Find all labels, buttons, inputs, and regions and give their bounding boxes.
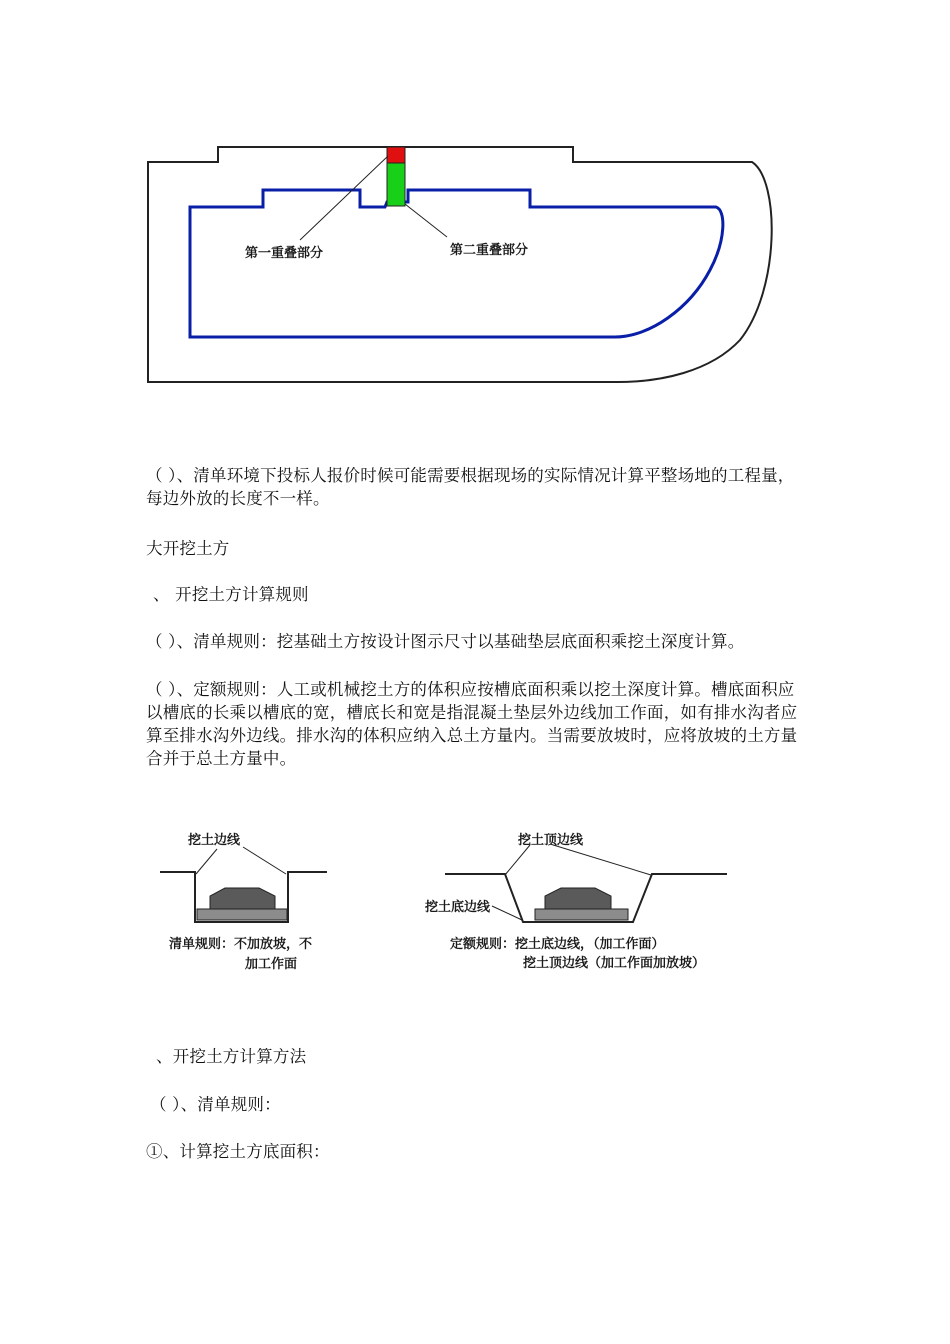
left-leader-2 xyxy=(243,847,286,874)
subheading-calc-method: 、开挖土方计算方法 xyxy=(156,1047,307,1066)
excavation-section-figure xyxy=(155,822,735,972)
right-leader-2 xyxy=(550,844,651,875)
left-foundation xyxy=(210,888,275,909)
paragraph-bill-rule: （ ）、清单规则：挖基础土方按设计图示尺寸以基础垫层底面积乘挖土深度计算。 xyxy=(146,632,745,651)
paragraph-site-leveling: （ ）、清单环境下投标人报价时候可能需要根据现场的实际情况计算平整场地的工程量，每边外放的长度不一样。 xyxy=(146,466,795,508)
first-overlap-block xyxy=(387,147,405,163)
inner-boundary-line xyxy=(190,190,723,337)
first-overlap-leader xyxy=(300,156,388,240)
second-overlap-block xyxy=(387,163,405,206)
site-overlap-figure xyxy=(140,140,780,390)
right-side-label: 挖土底边线 xyxy=(425,900,491,915)
second-overlap-leader xyxy=(405,204,447,237)
right-caption-line2: 挖土顶边线（加工作面加放坡） xyxy=(523,956,706,971)
paragraph-bill-rule-heading: （ ）、清单规则： xyxy=(150,1095,281,1114)
site-overlap-diagram xyxy=(140,140,780,390)
right-caption-line1: 定额规则：挖土底边线，（加工作面） xyxy=(450,937,665,952)
right-top-label: 挖土顶边线 xyxy=(518,833,584,848)
left-leader-1 xyxy=(196,849,217,874)
excavation-section-diagram xyxy=(155,822,735,972)
left-top-label: 挖土边线 xyxy=(188,833,241,848)
left-caption-line2: 加工作面 xyxy=(245,957,298,972)
paragraph-step-one: ①、计算挖土方底面积： xyxy=(146,1142,330,1161)
first-overlap-label: 第一重叠部分 xyxy=(245,246,324,261)
outer-boundary-line xyxy=(148,147,772,382)
section-heading-excavation: 大开挖土方 xyxy=(146,539,230,558)
paragraph-quota-rule: （ ）、定额规则：人工或机械挖土方的体积应按槽底面积乘以挖土深度计算。槽底面积应以槽底的长乘以槽底的宽，槽底长和宽是指混凝土垫层外边线加工作面，如有排水沟者应算至排水沟外边线。排水沟的体积应纳入总土方量内。当需要放坡时，应将放坡的土方量合并于总土方量中。 xyxy=(146,680,798,768)
left-caption-line1: 清单规则：不加放坡，不 xyxy=(169,937,313,952)
subheading-calc-rules: 、 开挖土方计算规则 xyxy=(153,585,309,604)
left-cushion-layer xyxy=(197,909,287,920)
right-leader-1 xyxy=(505,845,530,875)
right-foundation xyxy=(545,888,611,909)
right-cushion-layer xyxy=(535,909,628,920)
second-overlap-label: 第二重叠部分 xyxy=(450,243,529,258)
